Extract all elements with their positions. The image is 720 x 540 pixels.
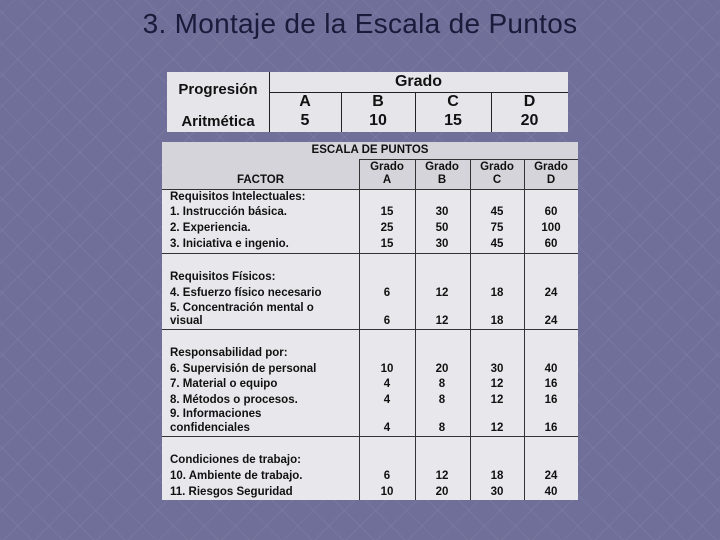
points-value: 40 bbox=[544, 363, 558, 375]
points-value: 15 bbox=[380, 238, 394, 250]
points-value: 16 bbox=[544, 378, 558, 390]
grade-header: Grado bbox=[480, 161, 514, 173]
points-value: 16 bbox=[544, 394, 558, 406]
points-value: 20 bbox=[435, 486, 449, 498]
points-value: 8 bbox=[438, 422, 446, 434]
points-value: 18 bbox=[490, 315, 504, 327]
points-value: 12 bbox=[490, 378, 504, 390]
factor-label: 9. Informaciones bbox=[170, 408, 262, 420]
points-value: 30 bbox=[490, 363, 504, 375]
factor-label: 7. Material o equipo bbox=[170, 378, 278, 390]
grade-value: 10 bbox=[369, 112, 387, 129]
grade-header: Grado bbox=[394, 73, 443, 90]
points-value: 24 bbox=[544, 315, 558, 327]
grade-letter: A bbox=[299, 93, 311, 110]
points-value: 8 bbox=[438, 378, 446, 390]
section-heading: Condiciones de trabajo: bbox=[170, 454, 301, 466]
section-heading: Requisitos Físicos: bbox=[170, 271, 276, 283]
points-value: 30 bbox=[490, 486, 504, 498]
points-value: 12 bbox=[435, 315, 449, 327]
points-value: 15 bbox=[380, 206, 394, 218]
factor-label: 2. Experiencia. bbox=[170, 222, 251, 234]
factor-label: 3. Iniciativa e ingenio. bbox=[170, 238, 289, 250]
points-value: 12 bbox=[435, 470, 449, 482]
points-value: 75 bbox=[490, 222, 504, 234]
divider bbox=[359, 159, 578, 160]
progression-label: Progresión bbox=[178, 81, 258, 98]
grade-letter: D bbox=[523, 93, 536, 110]
section-heading: Requisitos Intelectuales: bbox=[170, 191, 306, 203]
points-value: 50 bbox=[435, 222, 449, 234]
section-heading: Responsabilidad por: bbox=[170, 347, 288, 359]
points-value: 100 bbox=[541, 222, 561, 234]
grade-header: Grado bbox=[370, 161, 404, 173]
points-value: 16 bbox=[544, 422, 558, 434]
points-value: 24 bbox=[544, 470, 558, 482]
points-value: 4 bbox=[383, 394, 391, 406]
divider bbox=[162, 436, 578, 437]
points-value: 6 bbox=[383, 470, 391, 482]
points-value: 12 bbox=[490, 422, 504, 434]
points-value: 18 bbox=[490, 287, 504, 299]
points-value: 45 bbox=[490, 238, 504, 250]
progression-table bbox=[167, 72, 568, 132]
factor-label: 5. Concentración mental o bbox=[170, 302, 314, 314]
points-value: 10 bbox=[380, 363, 394, 375]
divider bbox=[162, 329, 578, 330]
factor-label-continued: confidenciales bbox=[170, 422, 250, 434]
grade-value: 15 bbox=[444, 112, 462, 129]
points-value: 8 bbox=[438, 394, 446, 406]
grade-header: C bbox=[492, 174, 502, 186]
arithmetic-label: Aritmética bbox=[181, 113, 255, 130]
points-value: 30 bbox=[435, 238, 449, 250]
grade-header: Grado bbox=[425, 161, 459, 173]
grade-letter: C bbox=[447, 93, 459, 110]
points-value: 24 bbox=[544, 287, 558, 299]
points-value: 4 bbox=[383, 378, 391, 390]
factor-label: 4. Esfuerzo físico necesario bbox=[170, 287, 322, 299]
grade-header: Grado bbox=[534, 161, 568, 173]
points-value: 60 bbox=[544, 238, 558, 250]
points-value: 12 bbox=[490, 394, 504, 406]
grade-header: B bbox=[437, 174, 447, 186]
points-value: 6 bbox=[383, 315, 391, 327]
points-value: 60 bbox=[544, 206, 558, 218]
points-value: 10 bbox=[380, 486, 394, 498]
factor-label-continued: visual bbox=[170, 315, 203, 327]
points-value: 30 bbox=[435, 206, 449, 218]
points-value: 40 bbox=[544, 486, 558, 498]
slide-title: 3. Montaje de la Escala de Puntos bbox=[142, 8, 578, 39]
factor-label: 11. Riesgos Seguridad bbox=[170, 486, 293, 498]
points-value: 18 bbox=[490, 470, 504, 482]
points-value: 25 bbox=[380, 222, 394, 234]
points-value: 6 bbox=[383, 287, 391, 299]
divider bbox=[162, 189, 578, 190]
scale-title: ESCALA DE PUNTOS bbox=[311, 144, 429, 156]
grade-value: 5 bbox=[300, 112, 310, 129]
factor-label: 1. Instrucción básica. bbox=[170, 206, 287, 218]
grade-value: 20 bbox=[520, 112, 539, 129]
grade-letter: B bbox=[372, 93, 384, 110]
grade-header: D bbox=[546, 174, 556, 186]
factor-header: FACTOR bbox=[236, 174, 285, 186]
factor-label: 8. Métodos o procesos. bbox=[170, 394, 298, 406]
points-value: 45 bbox=[490, 206, 504, 218]
factor-label: 10. Ambiente de trabajo. bbox=[170, 470, 303, 482]
points-value: 12 bbox=[435, 287, 449, 299]
points-value: 4 bbox=[383, 422, 391, 434]
points-value: 20 bbox=[435, 363, 449, 375]
grade-header: A bbox=[382, 174, 392, 186]
factor-label: 6. Supervisión de personal bbox=[170, 363, 317, 375]
points-scale-table bbox=[162, 142, 578, 500]
divider bbox=[162, 253, 578, 254]
